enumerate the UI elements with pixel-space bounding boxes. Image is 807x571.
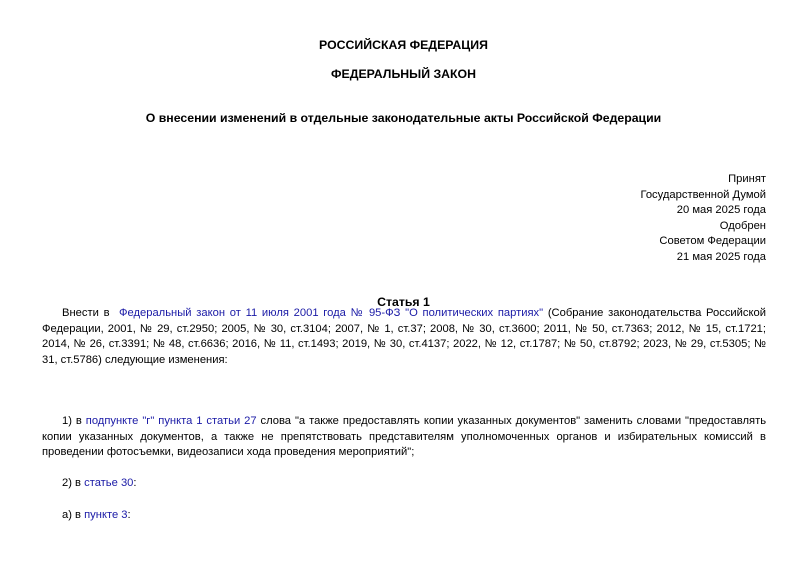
paragraph-text: (Собрание законодательства Российской Федерации, 2001, № 29, ст.2950; 2005, № 30, ст.3104; 2007, № 1, ст.37; 2008, № 30, ст.3600; 2011, № 50, ст.7363; 2012, № 15, ст.1721; 2014, № 26, ст.3391; № 48, ст.6636; 2016, № 11, ст.1493; 2019, № 30, ст.4137; 2022, № 12, ст.1787; № 50, ст.8792; 2023, № 29, ст.5305; № 31, ст.5786) следующие изменения: — [42, 307, 767, 366]
article-paragraph-intro — [42, 306, 766, 368]
law-type-heading: ФЕДЕРАЛЬНЫЙ ЗАКОН — [331, 67, 476, 81]
article-heading: Статья 1 — [377, 295, 430, 309]
federal-law-link[interactable]: Федеральный закон от 11 июля 2001 года № 95-ФЗ "О политических партиях" — [119, 307, 544, 319]
paragraph-text: а) в — [62, 509, 85, 521]
paragraph-text: 2) в — [62, 477, 85, 489]
adopted-label: Принят — [728, 173, 766, 185]
country-heading: РОССИЙСКАЯ ФЕДЕРАЦИЯ — [319, 38, 488, 52]
adopted-by: Государственной Думой — [640, 188, 766, 201]
law-title: О внесении изменений в отдельные законодательные акты Российской Федерации — [145, 111, 662, 125]
paragraph-text: : — [133, 477, 137, 489]
paragraph-text: 1) в — [62, 415, 86, 427]
paragraph-text: : — [127, 509, 131, 521]
approved-label: Одобрен — [719, 219, 766, 232]
subparagraph-link[interactable]: подпункте "г" пункта 1 статьи 27 — [85, 415, 257, 427]
point-3-link[interactable]: пункте 3 — [84, 509, 128, 521]
article-item-2a — [42, 508, 766, 524]
article-item-1 — [42, 414, 766, 461]
paragraph-text: слова "а также предоставлять копии указанных документов" заменить словами "предоставлять копии указанных документов, а также не препятствовать представителям уполномоченных органов и избирательных комиссий в проведении фотосъемки, видеозаписи хода проведения мероприятий"; — [42, 415, 767, 459]
approved-by: Советом Федерации — [659, 235, 766, 248]
adopted-date: 20 мая 2025 года — [676, 204, 766, 217]
article-30-link[interactable]: статье 30 — [84, 477, 134, 489]
paragraph-text: Внести в — [62, 307, 110, 319]
article-item-2 — [42, 476, 766, 492]
approved-date: 21 мая 2025 года — [676, 250, 766, 263]
adoption-block — [641, 172, 766, 266]
